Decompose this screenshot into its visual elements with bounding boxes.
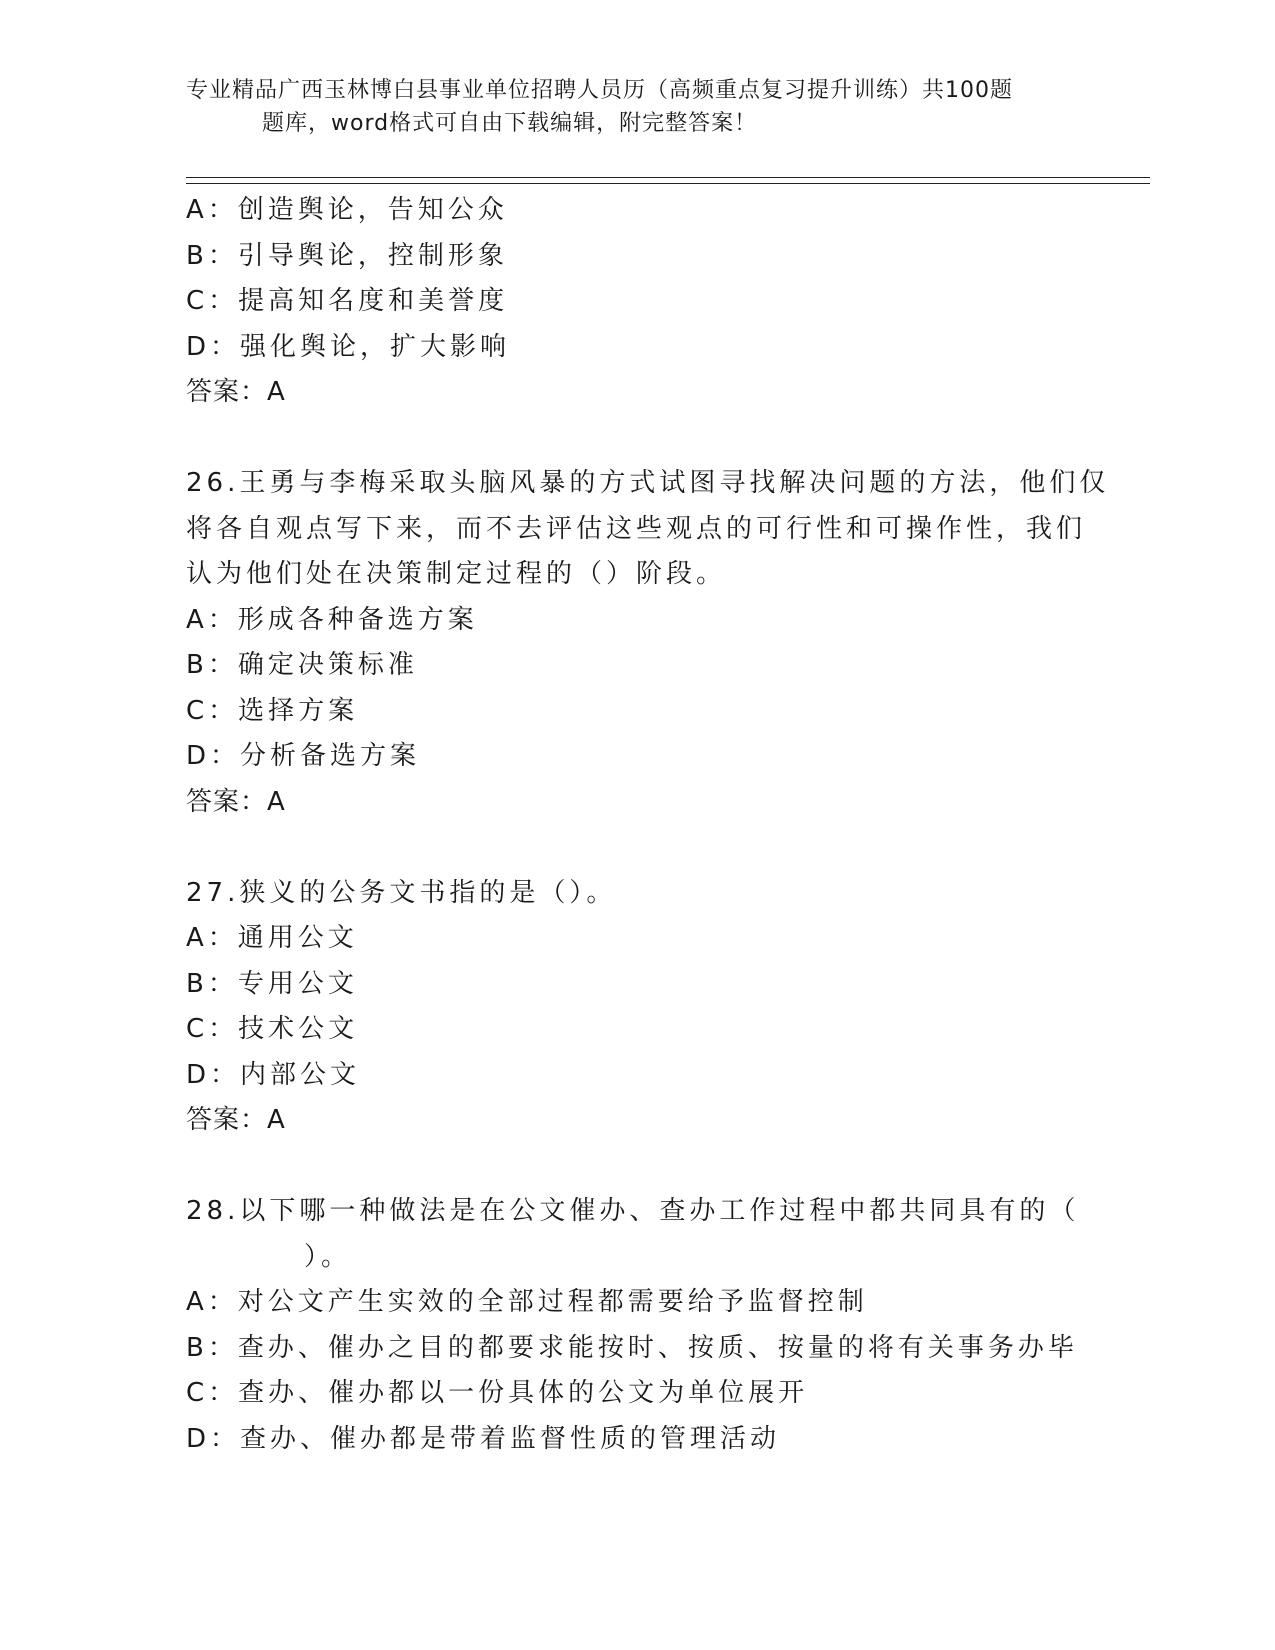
header-divider-bottom bbox=[186, 183, 1150, 184]
option-b: B：查办、催办之目的都要求能按时、按质、按量的将有关事务办毕 bbox=[186, 1332, 1078, 1363]
question-stem-line: 将各自观点写下来，而不去评估这些观点的可行性和可操作性，我们 bbox=[186, 513, 1087, 544]
question-stem-line: 28.以下哪一种做法是在公文催办、查办工作过程中都共同具有的（ bbox=[186, 1196, 1080, 1226]
option-a: A：通用公文 bbox=[186, 923, 358, 953]
option-b: B：专用公文 bbox=[186, 968, 358, 999]
question-27 bbox=[186, 871, 1086, 1144]
option-c: C：提高知名度和美誉度 bbox=[186, 286, 509, 316]
spacer bbox=[186, 1144, 1086, 1190]
option-b: B：引导舆论，控制形象 bbox=[186, 240, 508, 271]
header-title-line-2: 题库，word格式可自由下载编辑，附完整答案！ bbox=[262, 111, 758, 136]
option-c: C：查办、催办都以一份具体的公文为单位展开 bbox=[186, 1378, 809, 1408]
option-d: D：查办、催办都是带着监督性质的管理活动 bbox=[186, 1423, 781, 1454]
header-divider-top bbox=[186, 177, 1150, 178]
header-title-line-1: 专业精品广西玉林博白县事业单位招聘人员历（高频重点复习提升训练）共100题 bbox=[186, 78, 1013, 103]
option-c: C：选择方案 bbox=[186, 695, 359, 726]
question-stem-line: 认为他们处在决策制定过程的（）阶段。 bbox=[186, 559, 727, 589]
document-header bbox=[186, 74, 1086, 140]
answer: 答案：A bbox=[186, 377, 286, 407]
question-25 bbox=[186, 188, 1086, 416]
question-28 bbox=[186, 1189, 1086, 1462]
spacer bbox=[186, 416, 1086, 462]
question-list bbox=[186, 188, 1110, 1462]
option-a: A：创造舆论，告知公众 bbox=[186, 195, 508, 225]
option-c: C：技术公文 bbox=[186, 1014, 359, 1044]
option-d: D：内部公文 bbox=[186, 1059, 361, 1090]
question-26 bbox=[186, 461, 1110, 825]
option-d: D：强化舆论，扩大影响 bbox=[186, 331, 511, 362]
spacer bbox=[186, 825, 1086, 871]
question-stem-line: 26.王勇与李梅采取头脑风暴的方式试图寻找解决问题的方法，他们仅 bbox=[186, 468, 1110, 498]
option-b: B：确定决策标准 bbox=[186, 650, 418, 680]
answer: 答案：A bbox=[186, 786, 286, 817]
question-stem-line: 27.狭义的公务文书指的是（）。 bbox=[186, 877, 617, 908]
option-a: A：形成各种备选方案 bbox=[186, 604, 478, 635]
option-d: D：分析备选方案 bbox=[186, 741, 421, 771]
answer: 答案：A bbox=[186, 1105, 286, 1135]
option-a: A：对公文产生实效的全部过程都需要给予监督控制 bbox=[186, 1287, 868, 1317]
question-stem-line: ）。 bbox=[304, 1241, 352, 1272]
